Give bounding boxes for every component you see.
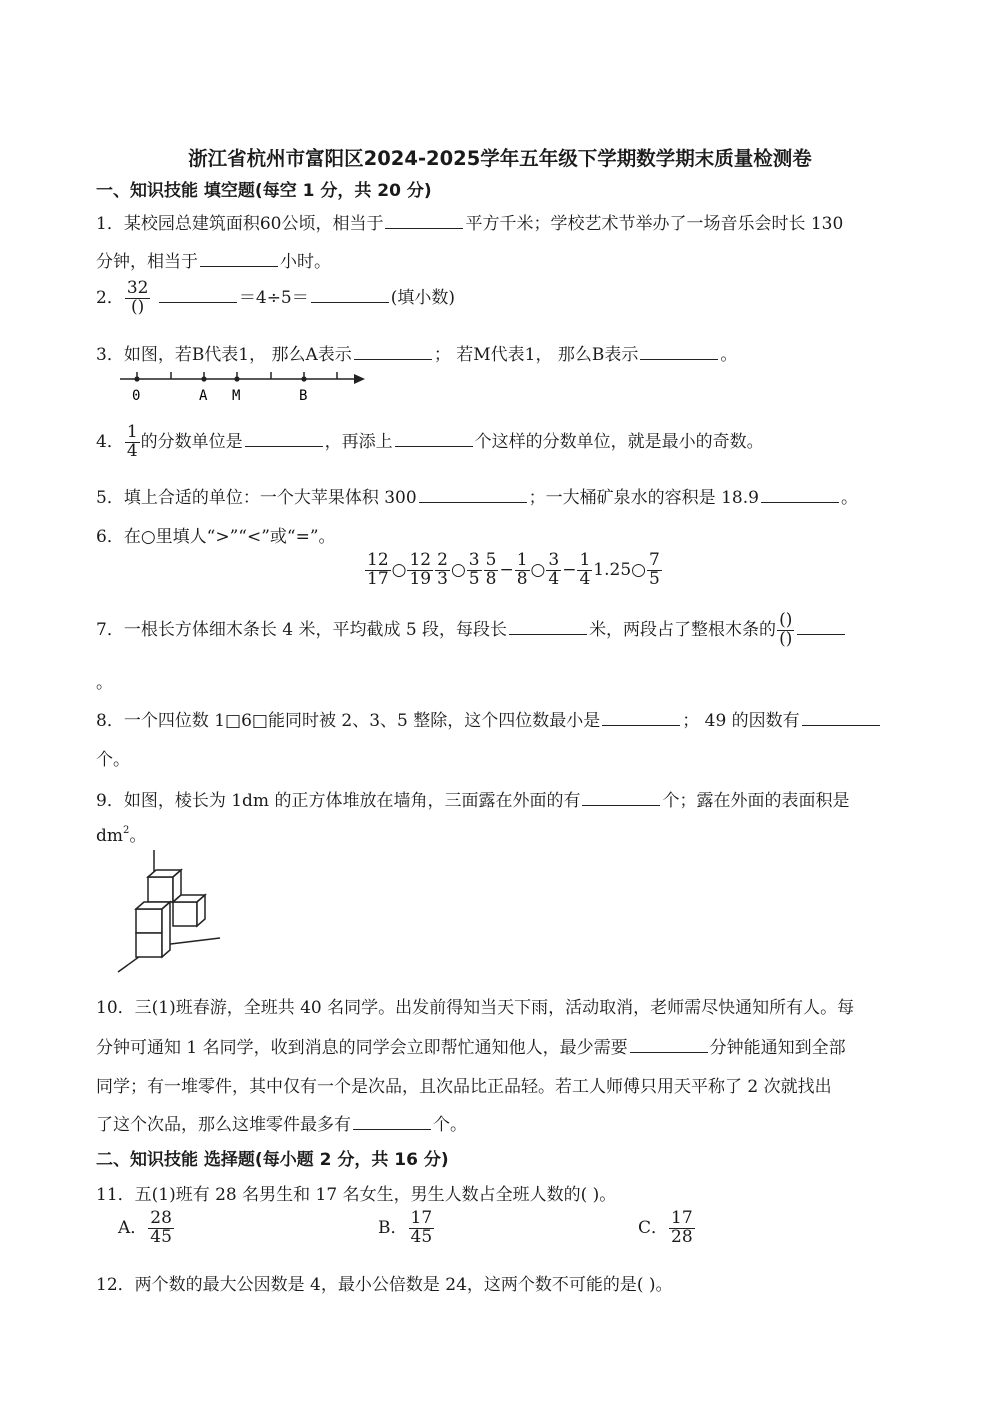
answer-blank[interactable] (582, 789, 660, 806)
question-6: 6．在○里填人“>”“<”或“=”。 (96, 527, 336, 547)
question-10-line-4: 了这个次品，那么这堆零件最多有 个。 (96, 1115, 467, 1135)
label-b: B (299, 388, 308, 404)
question-2: 2． $\frac{32}{()}$ ＝4÷5＝ (填小数) (96, 278, 456, 317)
answer-blank[interactable] (802, 709, 880, 726)
fraction: $\frac{()}{()}$ (779, 610, 793, 649)
answer-blank[interactable] (509, 618, 587, 635)
question-8-line-1: 8．一个四位数 1□6□能同时被 2、3、5 整除，这个四位数最小是 ； 49 的因数有 (96, 706, 882, 731)
compare-circle[interactable]: ○ (631, 559, 646, 580)
compare-circle[interactable]: ○ (391, 559, 407, 580)
compare-circle[interactable]: ○ (450, 559, 466, 580)
answer-blank[interactable] (797, 618, 845, 635)
question-6-expressions: $\frac{12}{17}$ ○ $\frac{12}{19}$ $\frac{2}{3}$ ○ $\frac{3}{5}$ $\frac{5}{8}$ − $\frac{1}{8}$ ○ $\frac{3}{4}$ − $\frac{1}{4}$ 1.25○ $\frac{7}{5}$ (367, 550, 660, 589)
question-10-line-1: 10．三(1)班春游，全班共 40 名同学。出发前得知当天下雨，活动取消，老师需尽快通知所有人。每 (96, 998, 855, 1018)
question-1-line-2: 分钟，相当于 小时。 (96, 252, 331, 272)
answer-blank[interactable] (200, 250, 278, 267)
label-m: M (232, 388, 241, 404)
question-8-line-2: 个。 (96, 750, 130, 770)
answer-blank[interactable] (761, 486, 839, 503)
question-10-line-3: 同学；有一堆零件，其中仅有一个是次品，且次品比正品轻。若工人师傅只用天平称了 2 次就找出 (96, 1077, 832, 1097)
answer-blank[interactable] (245, 430, 323, 447)
question-9-line-1: 9．如图，棱长为 1dm 的正方体堆放在墙角，三面露在外面的有 个；露在外面的表面积是 (96, 791, 850, 811)
question-3: 3．如图，若B代表1， 那么A表示 ； 若M代表1， 那么B表示 。 (96, 345, 738, 365)
number-line-figure (115, 368, 375, 404)
label-a: A (199, 388, 208, 404)
answer-blank[interactable] (385, 212, 463, 229)
label-0: 0 (132, 388, 141, 404)
fraction: $\frac{32}{()}$ (126, 278, 149, 317)
page-title: 浙江省杭州市富阳区2024-2025学年五年级下学期数学期末质量检测卷 (188, 147, 812, 170)
answer-blank[interactable] (630, 1036, 708, 1053)
question-5: 5．填上合适的单位：一个大苹果体积 300 ；一大桶矿泉水的容积是 18.9 。 (96, 488, 858, 508)
question-7-end: 。 (96, 673, 113, 693)
question-9-line-2: $dm^2$。 (96, 825, 147, 846)
answer-blank[interactable] (354, 343, 432, 360)
question-10-line-2: 分钟可通知 1 名同学，收到消息的同学会立即帮忙通知他人，最少需要 分钟能通知到全部 (96, 1038, 846, 1058)
answer-blank[interactable] (419, 486, 527, 503)
compare-circle[interactable]: ○ (530, 559, 546, 580)
answer-blank[interactable] (159, 286, 237, 303)
section-2-heading: 二、知识技能 选择题(每小题 2 分，共 16 分) (96, 1150, 449, 1170)
stacked-cubes-figure (112, 848, 227, 976)
answer-blank[interactable] (395, 430, 473, 447)
answer-blank[interactable] (602, 709, 680, 726)
option-a[interactable]: A． $\frac{28}{45}$ (118, 1208, 172, 1247)
question-12: 12．两个数的最大公因数是 4，最小公倍数是 24，这两个数不可能的是( )。 (96, 1275, 673, 1295)
answer-blank[interactable] (353, 1113, 431, 1130)
option-c[interactable]: C． $\frac{17}{28}$ (638, 1208, 693, 1247)
option-b[interactable]: B． $\frac{17}{45}$ (378, 1208, 433, 1247)
question-11: 11．五(1)班有 28 名男生和 17 名女生，男生人数占全班人数的( )。 (96, 1185, 617, 1205)
answer-blank[interactable] (640, 343, 718, 360)
answer-blank[interactable] (311, 286, 389, 303)
question-7: 7．一根长方体细木条长 4 米，平均截成 5 段，每段长 米，两段占了整根木条的 $\frac{()}{()}$ (96, 612, 847, 649)
question-1-line-1: 1．某校园总建筑面积60公顷，相当于 平方千米；学校艺术节举办了一场音乐会时长 130 (96, 214, 844, 234)
fraction: $\frac{1}{4}$ (126, 422, 138, 461)
question-4: 4． $\frac{1}{4}$ 的分数单位是 ，再添上 个这样的分数单位，就是最小的奇数。 (96, 422, 764, 461)
section-1-heading: 一、知识技能 填空题(每空 1 分，共 20 分) (96, 181, 432, 201)
